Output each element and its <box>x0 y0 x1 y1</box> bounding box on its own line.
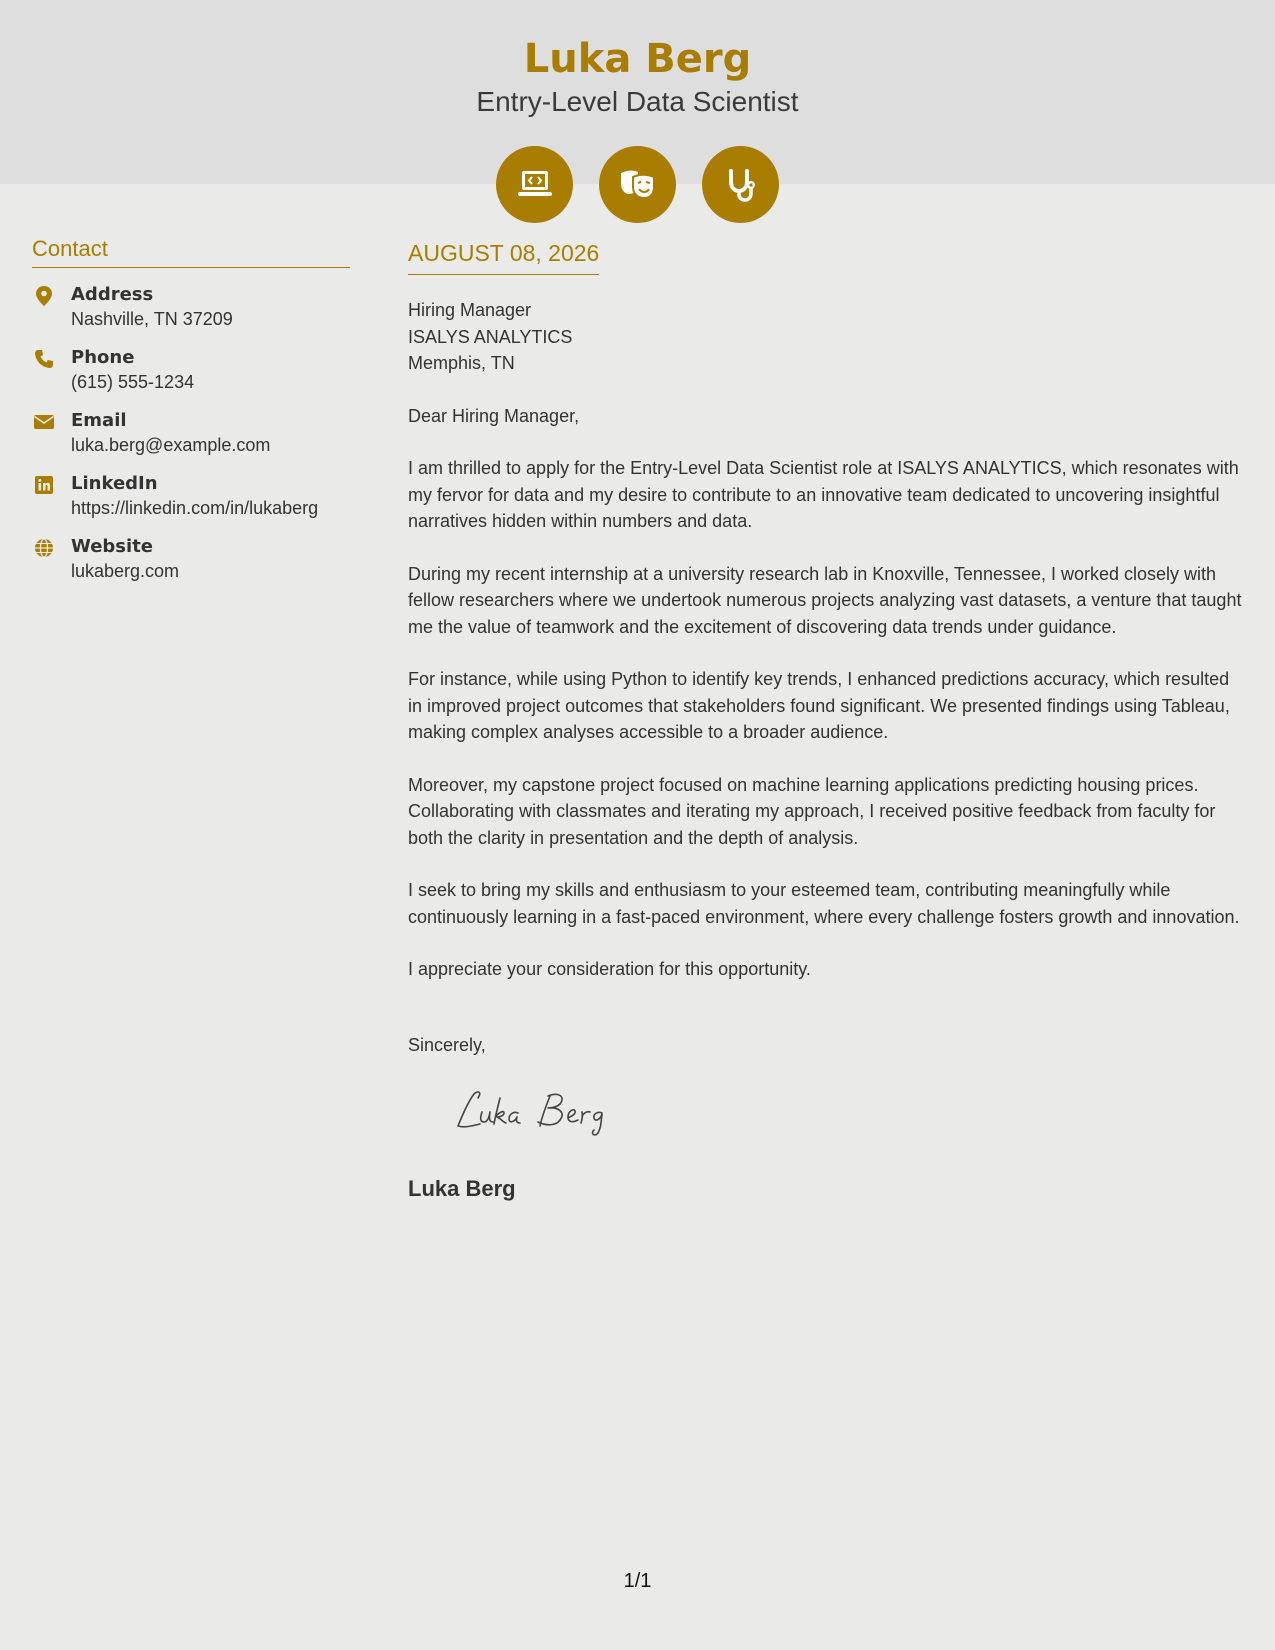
recipient-line: Hiring Manager <box>408 300 532 320</box>
job-title: Entry-Level Data Scientist <box>476 86 799 117</box>
letter-date: AUGUST 08, 2026 <box>408 240 599 275</box>
interest-icons <box>0 146 1275 224</box>
envelope-icon <box>34 412 54 432</box>
website-link[interactable]: lukaberg.com <box>71 561 180 581</box>
page-number: 1/1 <box>623 1570 652 1592</box>
contact-item-email <box>32 410 350 460</box>
contact-label: Email <box>71 410 127 431</box>
closing: Sincerely, <box>408 1034 486 1055</box>
contact-item-address <box>32 284 350 334</box>
letter-body <box>408 240 1248 1202</box>
letter-paragraph: Moreover, my capstone project focused on machine learning applications predicting housing prices. Collaborating with classmates and iterating my approach, I received positive feedback from faculty for both the clarity in presentation and the depth of analysis. <box>408 774 1216 848</box>
candidate-name: Luka Berg <box>523 36 752 82</box>
letter-paragraph: For instance, while using Python to identify key trends, I enhanced predictions accuracy, which resulted in improved project outcomes that stakeholders found significant. We presented findings using Tableau, making complex analyses accessible to a broader audience. <box>408 669 1230 742</box>
linkedin-icon <box>34 475 54 495</box>
contact-label: Website <box>71 536 154 557</box>
phone-icon <box>34 349 54 369</box>
contact-item-phone <box>32 347 350 397</box>
email-link[interactable]: luka.berg@example.com <box>71 435 271 455</box>
signer-name: Luka Berg <box>408 1175 516 1201</box>
contact-heading: Contact <box>32 236 350 268</box>
salutation: Dear Hiring Manager, <box>408 405 580 426</box>
map-pin-icon <box>34 286 54 306</box>
recipient-block <box>408 297 1248 377</box>
letter-paragraph: I seek to bring my skills and enthusiasm to your esteemed team, contributing meaningfully while continuously learning in a fast-paced environment, where every challenge fosters growth and innovation. <box>408 880 1240 927</box>
letter-paragraph: During my recent internship at a university research lab in Knoxville, Tennessee, I worked closely with fellow researchers where we undertook numerous projects analyzing vast datasets, a venture that taught me the value of teamwork and the excitement of discovering data trends under guidance. <box>408 563 1242 637</box>
contact-item-linkedin <box>32 473 350 523</box>
theater-masks-icon <box>599 146 676 223</box>
signature <box>452 1086 632 1138</box>
contact-sidebar <box>32 236 350 586</box>
recipient-line: Memphis, TN <box>408 353 515 373</box>
globe-icon <box>34 538 54 558</box>
linkedin-link[interactable]: https://linkedin.com/in/lukaberg <box>71 498 319 518</box>
contact-item-website <box>32 536 350 586</box>
letter-paragraph: I appreciate your consideration for this opportunity. <box>408 959 811 979</box>
stethoscope-icon <box>702 146 779 223</box>
contact-label: LinkedIn <box>71 473 158 494</box>
contact-label: Phone <box>71 347 135 368</box>
recipient-line: ISALYS ANALYTICS <box>408 326 573 347</box>
contact-value: (615) 555-1234 <box>71 372 195 392</box>
laptop-code-icon <box>496 146 573 223</box>
contact-value: Nashville, TN 37209 <box>71 309 233 329</box>
letter-paragraph: I am thrilled to apply for the Entry-Level Data Scientist role at ISALYS ANALYTICS, which resonates with my fervor for data and my desire to contribute to an innovative team dedicated to uncovering insightful narratives hidden within numbers and data. <box>408 458 1239 531</box>
contact-label: Address <box>71 284 154 305</box>
